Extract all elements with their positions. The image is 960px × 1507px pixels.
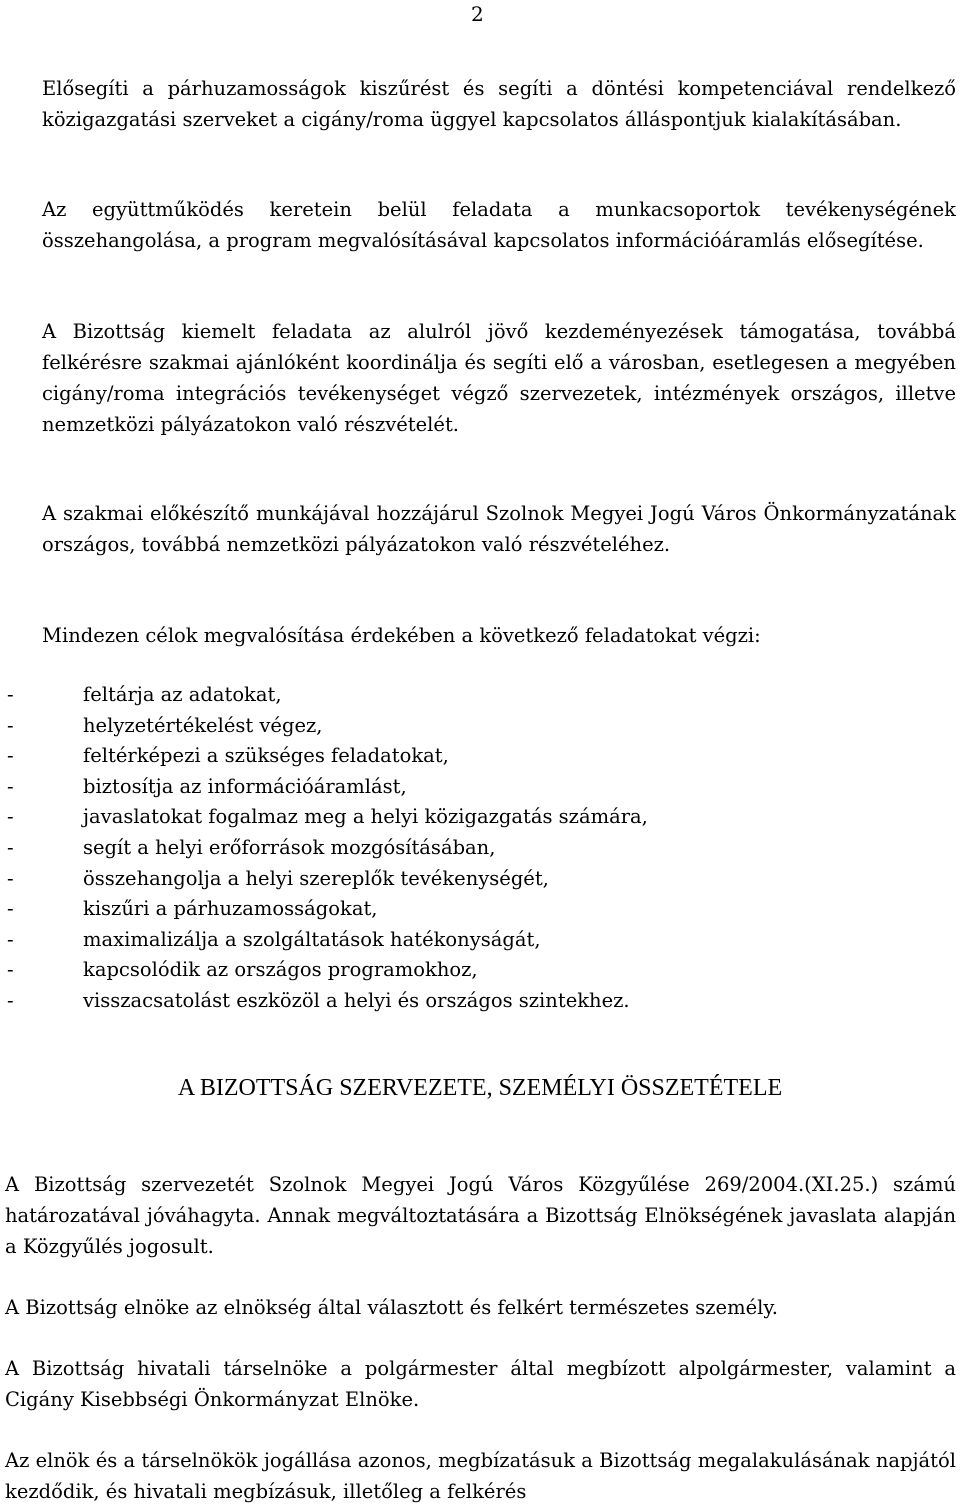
- list-item: [7, 833, 956, 864]
- list-item: [7, 802, 956, 833]
- list-item: [7, 955, 956, 986]
- paragraph-cooperation: Az együttműködés keretein belül feladata a munkacsoportok tevékenységének összehangolása, a program megvalósításával kapcsolatos információáramlás elősegítése.: [42, 198, 956, 252]
- list-marker: -: [7, 958, 14, 982]
- list-item-text: összehangolja a helyi szereplők tevékenységét,: [83, 866, 549, 890]
- list-item: [7, 680, 956, 711]
- list-item-text: kiszűri a párhuzamosságokat,: [83, 897, 378, 921]
- list-marker: -: [7, 927, 14, 951]
- paragraph-parallelism: Elősegíti a párhuzamosságok kiszűrést és segíti a döntési kompetenciával rendelkező közigazgatási szerveket a cigány/roma üggyel kapcsolatos álláspontjuk kialakításában.: [42, 77, 956, 131]
- paragraph-main-task: A Bizottság kiemelt feladata az alulról jövő kezdeményezések támogatása, továbbá felkérésre szakmai ajánlóként koordinálja és segíti elő a városban, esetlegesen a megyében cigány/roma integrációs tevékenységet végző szervezetek, intézmények országos, illetve nemzetközi pályázatokon való részvételét.: [42, 320, 956, 436]
- paragraph-preparation: A szakmai előkészítő munkájával hozzájárul Szolnok Megyei Jogú Város Önkormányzatának országos, továbbá nemzetközi pályázatokon való részvételéhez.: [42, 502, 956, 556]
- list-item: [7, 772, 956, 803]
- list-marker: -: [7, 683, 14, 706]
- list-marker: -: [7, 835, 14, 859]
- list-item-text: biztosítja az információáramlást,: [83, 774, 407, 798]
- list-item-text: visszacsatolást eszközöl a helyi és országos szintekhez.: [83, 988, 630, 1012]
- list-item-text: feltárja az adatokat,: [83, 683, 282, 706]
- list-marker: -: [7, 988, 14, 1012]
- list-item: [7, 894, 956, 925]
- list-marker: -: [7, 713, 14, 737]
- paragraph-legal-status: Az elnök és a társelnökök jogállása azonos, megbízatásuk a Bizottság megalakulásának napjától kezdődik, és hivatali megbízásuk, illetőleg a felkérés: [5, 1449, 956, 1503]
- paragraph-chairman: A Bizottság elnöke az elnökség által választott és felkért természetes személy.: [5, 1296, 778, 1319]
- list-item-text: feltérképezi a szükséges feladatokat,: [83, 744, 449, 768]
- list-item-text: javaslatokat fogalmaz meg a helyi közigazgatás számára,: [83, 805, 648, 829]
- list-item: [7, 925, 956, 956]
- paragraph-tasks-intro: Mindezen célok megvalósítása érdekében a következő feladatokat végzi:: [42, 624, 761, 647]
- list-marker: -: [7, 897, 14, 921]
- list-marker: -: [7, 744, 14, 768]
- list-marker: -: [7, 805, 14, 829]
- list-item-text: helyzetértékelést végez,: [83, 713, 323, 737]
- section-heading: A BIZOTTSÁG SZERVEZETE, SZEMÉLYI ÖSSZETÉTELE: [177, 1075, 783, 1101]
- paragraph-organization: A Bizottság szervezetét Szolnok Megyei Jogú Város Közgyűlése 269/2004.(XI.25.) számú határozatával jóváhagyta. Annak megváltoztatására a Bizottság Elnökségének javaslata alapján a Közgyűlés jogosult.: [5, 1173, 956, 1258]
- list-item-text: kapcsolódik az országos programokhoz,: [83, 958, 478, 982]
- list-item: [7, 864, 956, 895]
- list-item: [7, 711, 956, 742]
- list-item: [7, 986, 956, 1017]
- list-item-text: segít a helyi erőforrások mozgósításában,: [83, 835, 496, 859]
- page-number: 2: [471, 2, 484, 26]
- list-item: [7, 741, 956, 772]
- list-marker: -: [7, 866, 14, 890]
- task-list: [7, 680, 956, 1017]
- list-item-text: maximalizálja a szolgáltatások hatékonyságát,: [83, 927, 541, 951]
- list-marker: -: [7, 774, 14, 798]
- paragraph-co-chairman: A Bizottság hivatali társelnöke a polgármester által megbízott alpolgármester, valamint a Cigány Kisebbségi Önkormányzat Elnöke.: [5, 1357, 956, 1411]
